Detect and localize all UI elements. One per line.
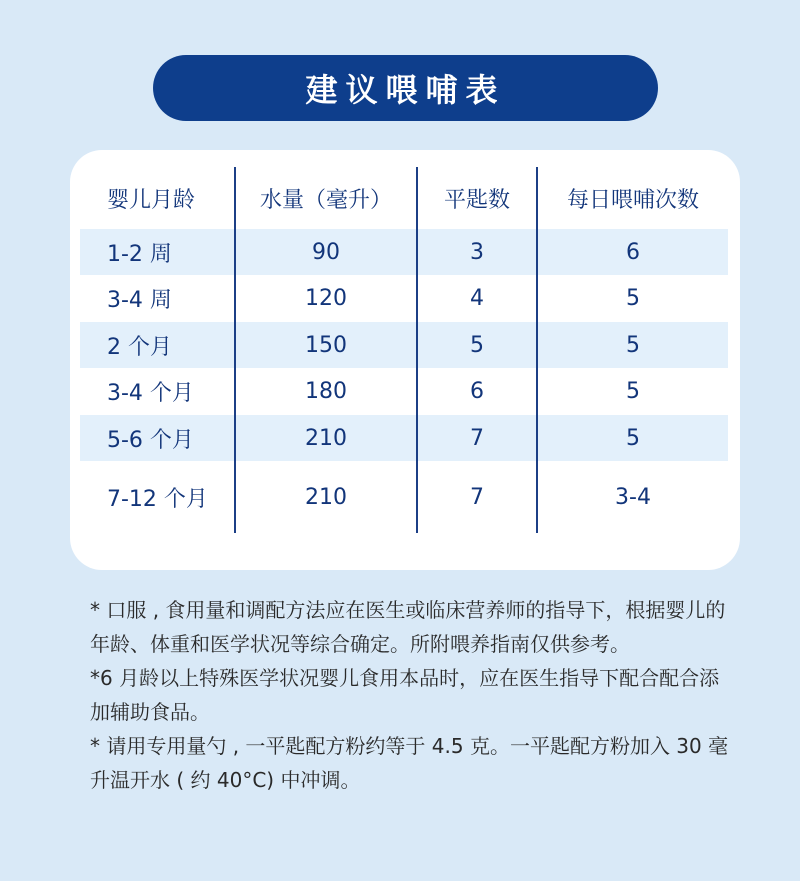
note-scoop-preparation: * 请用专用量勺 , 一平匙配方粉约等于 4.5 克。一平匙配方粉加入 30 毫升温开水 ( 约 40°C) 中冲调。 (90, 734, 729, 792)
table-row (80, 322, 728, 368)
cell-scoops: 3 (417, 229, 537, 275)
cell-water: 120 (235, 275, 417, 322)
table-row (80, 275, 728, 322)
cell-age: 3-4 周 (107, 288, 172, 313)
footnotes (90, 593, 730, 797)
cell-age: 1-2 周 (80, 229, 235, 275)
header-water: 水量（毫升） (235, 167, 417, 229)
cell-water: 180 (235, 368, 417, 415)
cell-scoops: 4 (417, 275, 537, 322)
cell-feeds: 5 (537, 322, 728, 368)
cell-feeds: 5 (537, 415, 728, 461)
cell-feeds: 5 (537, 275, 728, 322)
page-title: 建议喂哺表 (305, 71, 506, 109)
header-age: 婴儿月龄 (107, 187, 196, 213)
header-feeds-per-day: 每日喂哺次数 (537, 167, 728, 229)
cell-scoops: 6 (417, 368, 537, 415)
cell-water: 90 (235, 229, 417, 275)
table-row (80, 461, 728, 533)
table-row (80, 229, 728, 275)
cell-scoops: 5 (417, 322, 537, 368)
cell-feeds: 6 (537, 229, 728, 275)
cell-scoops: 7 (417, 415, 537, 461)
title-banner (153, 55, 658, 121)
cell-water: 210 (235, 461, 417, 533)
note-oral-use: * 口服 , 食用量和调配方法应在医生或临床营养师的指导下，根据婴儿的年龄、体重和医学状况等综合确定。所附喂养指南仅供参考。 (90, 598, 726, 656)
feeding-table (80, 167, 728, 533)
cell-water: 210 (235, 415, 417, 461)
cell-water: 150 (235, 322, 417, 368)
cell-age: 7-12 个月 (107, 486, 208, 512)
note-complementary-food: *6 月龄以上特殊医学状况婴儿食用本品时，应在医生指导下配合配合添加辅助食品。 (90, 666, 720, 724)
cell-age: 3-4 个月 (107, 381, 194, 406)
cell-feeds: 5 (537, 368, 728, 415)
cell-scoops: 7 (417, 461, 537, 533)
cell-age: 2 个月 (80, 322, 235, 368)
table-row (80, 368, 728, 415)
cell-feeds: 3-4 (537, 461, 728, 533)
cell-age: 5-6 个月 (80, 415, 235, 461)
table-header-row (80, 167, 728, 229)
table-row (80, 415, 728, 461)
header-scoops: 平匙数 (417, 167, 537, 229)
